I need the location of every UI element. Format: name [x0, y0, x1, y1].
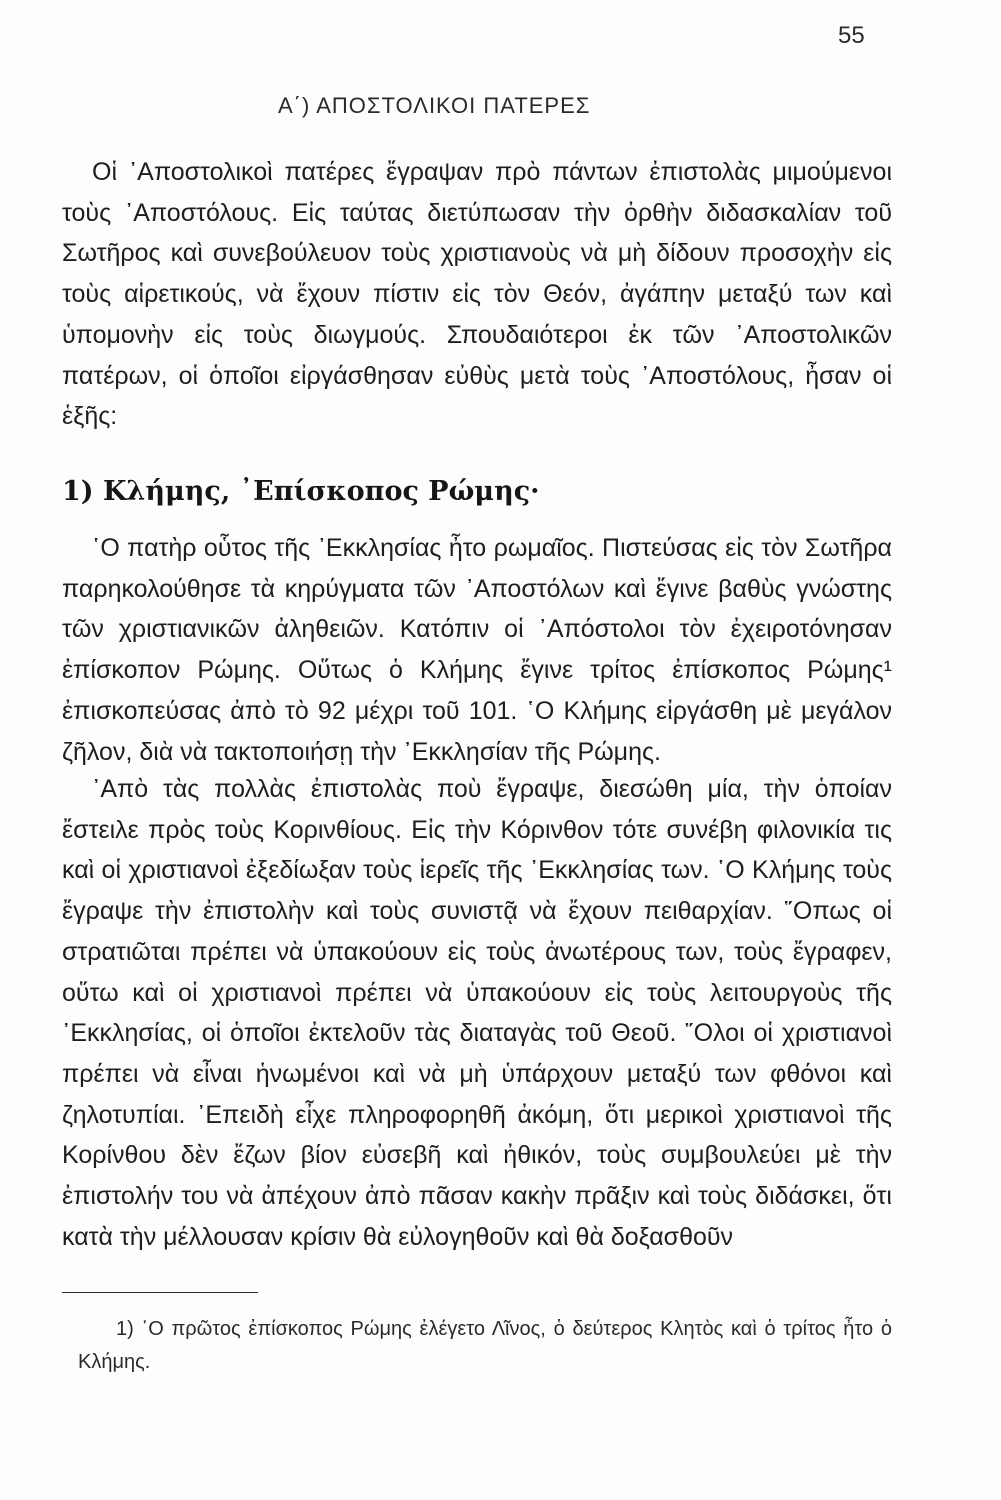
section-paragraph: ῾Ο πατὴρ οὗτος τῆς ᾿Εκκλησίας ἦτο ρωμαῖος. Πιστεύσας εἰς τὸν Σωτῆρα παρηκολούθησε τὰ κηρύγματα τῶν ᾿Αποστόλων καὶ ἔγινε βαθὺς γνώστης τῶν χριστιανικῶν ἀληθειῶν. Κατόπιν οἱ ᾿Απόστολοι τὸν ἐχειροτόνησαν ἐπίσκοπον Ρώμης. Οὕτως ὁ Κλήμης ἔγινε τρίτος ἐπίσκοπος Ρώμης¹ ἐπισκοπεύσας ἀπὸ τὸ 92 μέχρι τοῦ 101. ῾Ο Κλήμης εἰργάσθη μὲ μεγάλον ζῆλον, διὰ νὰ τακτοποιήσῃ τὴν ᾿Εκκλησίαν τῆς Ρώμης.	[62, 534, 892, 766]
section-paragraph: ᾿Απὸ τὰς πολλὰς ἐπιστολὰς ποὺ ἔγραψε, διεσώθη μία, τὴν ὁποίαν ἔστειλε πρὸς τοὺς Κορινθίους. Εἰς τὴν Κόρινθον τότε συνέβη φιλονικία τις καὶ οἱ χριστιανοὶ ἐξεδίωξαν τοὺς ἱερεῖς τῆς ᾿Εκκλησίας των. ῾Ο Κλήμης τοὺς ἔγραψε τὴν ἐπιστολὴν καὶ τοὺς συνιστᾷ νὰ ἔχουν πειθαρχίαν. ῞Οπως οἱ στρατιῶται πρέπει νὰ ὑπακούουν εἰς τοὺς ἀνωτέρους των, τοὺς ἔγραφεν, οὕτω καὶ οἱ χριστιανοὶ πρέπει νὰ ὑπακούουν εἰς τοὺς λειτουργοὺς τῆς ᾿Εκκλησίας, οἱ ὁποῖοι ἐκτελοῦν τὰς διαταγὰς τοῦ Θεοῦ. ῞Ολοι οἱ χριστιανοὶ πρέπει νὰ εἶναι ἡνωμένοι καὶ νὰ μὴ ὑπάρχουν μεταξύ των φθόνοι καὶ ζηλοτυπίαι. ᾿Επειδὴ εἶχε πληροφορηθῆ ἀκόμη, ὅτι μερικοὶ χριστιανοὶ τῆς Κορίνθου δὲν ἔζων βίον εὐσεβῆ καὶ ἠθικόν, τοὺς συμβουλεύει μὲ τὴν ἐπιστολήν του νὰ ἀπέχουν ἀπὸ πᾶσαν κακὴν πρᾶξιν καὶ τοὺς διδάσκει, ὅτι κατὰ τὴν μέλλουσαν κρίσιν θὰ εὐλογηθοῦν καὶ θὰ δοξασθοῦν	[62, 775, 892, 1251]
section-heading: 1) Κλήμης, ᾿Επίσκοπος Ρώμης·	[62, 476, 540, 507]
page-number: 55	[838, 22, 865, 49]
footnote-divider	[62, 1292, 258, 1293]
footnote: 1) ῾Ο πρῶτος ἐπίσκοπος Ρώμης ἐλέγετο Λῖνος, ὁ δεύτερος Κλητὸς καὶ ὁ τρίτος ἦτο ὁ Κλήμης.	[78, 1318, 892, 1373]
intro-paragraph: Οἱ ᾿Αποστολικοὶ πατέρες ἔγραψαν πρὸ πάντων ἐπιστολὰς μιμούμενοι τοὺς ᾿Αποστόλους. Εἰς ταύτας διετύπωσαν τὴν ὀρθὴν διδασκαλίαν τοῦ Σωτῆρος καὶ συνεβούλευον τοὺς χριστιανοὺς νὰ μὴ δίδουν προσοχὴν εἰς τοὺς αἱρετικούς, νὰ ἔχουν πίστιν εἰς τὸν Θεόν, ἀγάπην μεταξύ των καὶ ὑπομονὴν εἰς τοὺς διωγμούς. Σπουδαιότεροι ἐκ τῶν ᾿Αποστολικῶν πατέρων, οἱ ὁποῖοι εἰργάσθησαν εὐθὺς μετὰ τοὺς ᾿Αποστόλους, ἦσαν οἱ ἑξῆς:	[62, 158, 892, 431]
chapter-heading: Α΄) ΑΠΟΣΤΟΛΙΚΟΙ ΠΑΤΕΡΕΣ	[278, 93, 591, 118]
